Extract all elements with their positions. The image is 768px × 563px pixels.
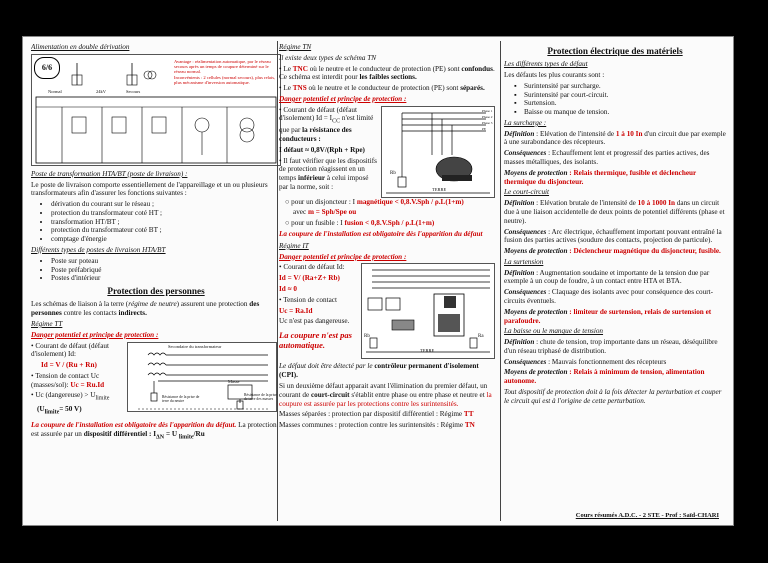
it-formula-1: Id = V/ (Ra+Z+ Rb) [279, 274, 340, 283]
it-formula-2: Id ≈ 0 [279, 284, 297, 293]
regime-tn-title: Régime TN [279, 43, 312, 51]
list-item: ▪ Surintensité par surcharge. [524, 82, 726, 91]
it-text [279, 263, 359, 359]
protection-materiels-title: Protection électrique des matériels [547, 46, 683, 56]
surtension-title: La surtension [504, 257, 544, 266]
list-item: ▪ Baisse ou manque de tension. [524, 108, 726, 117]
cc-moyens: Moyens de protection : Déclencheur magnétique du disjoncteur, fusible. [504, 247, 721, 256]
tt-bullet-3: • Uc (dangereuse) > $U_{limite}$ [31, 391, 110, 402]
poste-text: Le poste de livraison comporte essentiellement de l'appareillage et un ou plusieurs transformateurs afin d'assurer les fonctions suivantes : [31, 180, 268, 198]
list-item: • protection du transformateur coté BT ; [51, 226, 281, 235]
tn-text [279, 106, 379, 198]
it-figure [361, 263, 495, 359]
tt-fig-l1: Résistance de la prise de terre du neutre [162, 394, 200, 403]
header-double-derivation: Alimentation en double dérivation [31, 43, 130, 51]
it-fig-rb: Rb [364, 334, 370, 340]
cc-definition: Définition : Elévation brutale de l'intensité de 10 à 1000 In dans un circuit due à une liaison accidentelle de deux points de potentiel différents (phase et neutre). [504, 199, 725, 225]
page-badge: 6/6 [34, 57, 60, 79]
fig-label-24kv: 24kV [96, 88, 106, 94]
final-note: Tout dispositif de protection doit à la fois détecter la perturbation et couper le circuit qui est à l'origine de cette perturbation. [504, 388, 722, 405]
tn-fig-rb: Rb [390, 170, 396, 176]
it-fig-ra: Ra [478, 334, 484, 340]
protection-personnes-title: Protection des personnes [107, 286, 205, 297]
st-consequences: Conséquences : Claquage des isolants avec pour conséquence des court-circuits éventuels. [504, 288, 713, 305]
tn-schematic [382, 107, 494, 197]
column-divider-2 [500, 41, 501, 521]
defauts-intro: Les défauts les plus courants sont : [504, 71, 605, 79]
tn-fig-pe: PE [482, 126, 486, 131]
it-fig-terre: TERRE [420, 348, 435, 354]
tn-bullet-1: • Le TNC où le neutre et le conducteur de protection (PE) sont confondus. Ce schéma est interdit pour les faibles sections. [279, 64, 495, 82]
list-item: • transformation HT/BT ; [51, 218, 281, 227]
surcharge-moyens: Moyens de protection : Relais thermique, fusible et déclencheur thermique du disjoncteur. [504, 168, 697, 186]
tt-bullets [31, 342, 127, 419]
tn-intro: Il existe deux types de schéma TN [279, 53, 376, 62]
tn-fig-phase-2: Phase 2 [482, 114, 493, 119]
it-bullet-3: Uc n'est pas dangereuse. [279, 317, 350, 326]
list-item: • dérivation du courant sur le réseau ; [51, 200, 281, 209]
tt-formula-1: Id = V / (Ru + Rn) [41, 361, 97, 370]
tt-fig-top: Secondaire du transformateur [168, 343, 222, 349]
fig-note-avantage: Avantage : réalimentation automatique, par le réseau secours après un temps de coupure déterminé sur le réseau normal. [174, 58, 271, 75]
it-bullet-2: • Tension de contact [279, 295, 337, 304]
cc-consequences: Conséquences : Arc électrique, échauffement important pouvant entraîné la fusion des parties actives (soudure des contacts, projection de particule). [504, 227, 722, 245]
it-schematic [362, 264, 494, 358]
list-item: • Postes d'intérieur [51, 274, 281, 283]
bt-definition: Définition : chute de tension, trop importante dans un réseau, déséquilibre d'un réseau triphasé de distribution. [504, 338, 718, 355]
tn-block [279, 106, 496, 198]
tt-conclusion: La coupure de l'installation est obligatoire dès l'apparition du défaut. La protection est assurée par un dispositif différentiel : $I_{\Delta N} = U$ $_{limite}$/Ru [31, 420, 277, 441]
defauts-title: Les différents types de défaut [504, 60, 588, 69]
bt-consequences: Conséquences : Mauvais fonctionnement des récepteurs [504, 357, 667, 366]
it-masses-1: Masses séparées : protection par dispositif différentiel : Régime TT [279, 410, 474, 419]
tn-point-1: • Courant de défaut (défaut d'isolement) $Id = I_{CC}$ n'est limité que par la résistance des conducteurs : [279, 105, 374, 143]
tn-fig-phase-1: Phase 1 [482, 108, 493, 113]
it-paragraph-2: Si un deuxième défaut apparait avant l'élimination du premier défaut, un courant de court-circuit s'établit entre phase ou entre phase et neutre et la coupure est assurée par les protections contre les surintensités. [279, 381, 492, 408]
personnes-text: Les schémas de liaison à la terre (régime de neutre) assurent une protection des personnes contre les contacts indirects. [31, 300, 260, 318]
tt-figure [127, 342, 277, 412]
tn-figure [381, 106, 495, 198]
footer: Cours résumés A.D.C. - 2 STE - Prof : Saïd-CHARI [575, 512, 719, 519]
tt-block [31, 342, 281, 419]
regime-tt-title: Régime TT [31, 319, 63, 328]
list-item: • Poste préfabriqué [51, 266, 281, 275]
column-3 [504, 43, 726, 519]
tn-fig-terre: TERRE [432, 186, 447, 192]
it-bullet-1: • Courant de défaut Id: [279, 263, 345, 272]
poste-title: Poste de transformation HTA/BT (poste de livraison) : [31, 169, 188, 178]
court-circuit-title: Le court-circuit [504, 188, 550, 197]
st-definition: Définition : Augmentation soudaine et importante de la tension due par exemple à un coup de foudre, à un contact entre HTA et BTA. [504, 268, 710, 286]
double-derivation-schematic [32, 55, 280, 167]
it-block [279, 263, 496, 359]
tn-formula: I défaut ≈ 0,8V/(Rph + Rpe) [279, 145, 365, 154]
surcharge-consequences: Conséquences : Echauffement lent et progressif des parties actives, des masses métalliques, des isolants. [504, 149, 710, 167]
it-formula-3: Uc = Ra.Id [279, 306, 313, 315]
defauts-list [504, 82, 726, 117]
tt-danger-heading: Danger potentiel et principe de protection : [31, 330, 159, 339]
types-postes-list [31, 257, 281, 283]
types-postes-title: Différents types de postes de livraison HTA/BT [31, 246, 166, 255]
baisse-tension-title: La baisse ou le manque de tension [504, 327, 604, 336]
column-1 [31, 43, 281, 519]
it-masses-2: Masses communes : protection contre les surintensités : Régime TN [279, 421, 475, 430]
double-derivation-figure [31, 54, 281, 166]
st-moyens: Moyens de protection : limiteur de surtension, relais de surtension et parafoudre. [504, 307, 712, 325]
column-2 [279, 43, 496, 519]
list-item: ▪ Surtension. [524, 99, 726, 108]
fig-note-inconvenient: Inconvénients : 2 cellules (normal secours), plus relais, plus mécanisme d'inversion automatique. [174, 74, 276, 85]
list-item: ▪ Surintensité par court-circuit. [524, 91, 726, 100]
list-item: • protection du transformateur coté HT ; [51, 209, 281, 218]
tn-option-1b: avec m = Sph/Spe ou [293, 208, 357, 217]
poste-list [31, 200, 281, 244]
list-item: • Poste sur poteau [51, 257, 281, 266]
tn-fig-phase-3: Phase 3 [482, 120, 493, 125]
regime-it-title: Régime IT [279, 241, 309, 250]
it-danger-heading: Danger potentiel et principe de protection : [279, 252, 407, 261]
tt-bullet-1: • Courant de défaut (défaut d'isolement) Id: [31, 341, 109, 359]
tn-option-1: ○ pour un disjoncteur : I magnétique < 0,8.V.Sph / ρ.L(1+m) [285, 197, 464, 206]
surcharge-definition: Définition : Elévation de l'intensité de 1 à 10 In d'un circuit due par exemple à une surabondance des récepteurs. [504, 129, 726, 147]
fig-label-normal: Normal [48, 88, 62, 94]
tn-danger-heading: Danger potentiel et principe de protection : [279, 94, 407, 103]
it-paragraph-1: Le défaut doit être détecté par le contrôleur permanent d'isolement (CPI). [279, 362, 479, 380]
bt-moyens: Moyens de protection : Relais à minimum de tension, alimentation autonome. [504, 368, 705, 386]
column-divider-1 [277, 41, 278, 521]
tn-point-2: • Il faut vérifier que les dispositifs de protection réagissent en un temps inférieur à celui imposé par la norme, soit : [279, 156, 377, 191]
list-item: • comptage d'énergie [51, 235, 281, 244]
fig-label-secours: Secours [126, 88, 141, 94]
it-red-note: La coupure n'est pas automatique. [279, 330, 352, 351]
surcharge-title: La surcharge : [504, 118, 547, 127]
tt-bullet-2: • Tension de contact Uc (masses/sol): Uc = Ru.Id [31, 371, 105, 389]
tn-bullet-2: • Le TNS où le neutre et le conducteur de protection (PE) sont séparés. [279, 84, 485, 93]
tn-option-2: ○ pour un fusible : I fusion < 0,8.V.Sph / ρ.L(1+m) [285, 219, 435, 228]
tt-fig-masse: Masse [228, 378, 240, 384]
tt-bullet-4: ($U_{limite}= 50$ V) [37, 405, 82, 416]
document-page [22, 36, 734, 526]
tn-conclusion: La coupure de l'installation est obligatoire dès l'apparition du défaut [279, 230, 483, 239]
tt-fig-l2: Résistance de la prise de terre des masses [244, 392, 277, 401]
